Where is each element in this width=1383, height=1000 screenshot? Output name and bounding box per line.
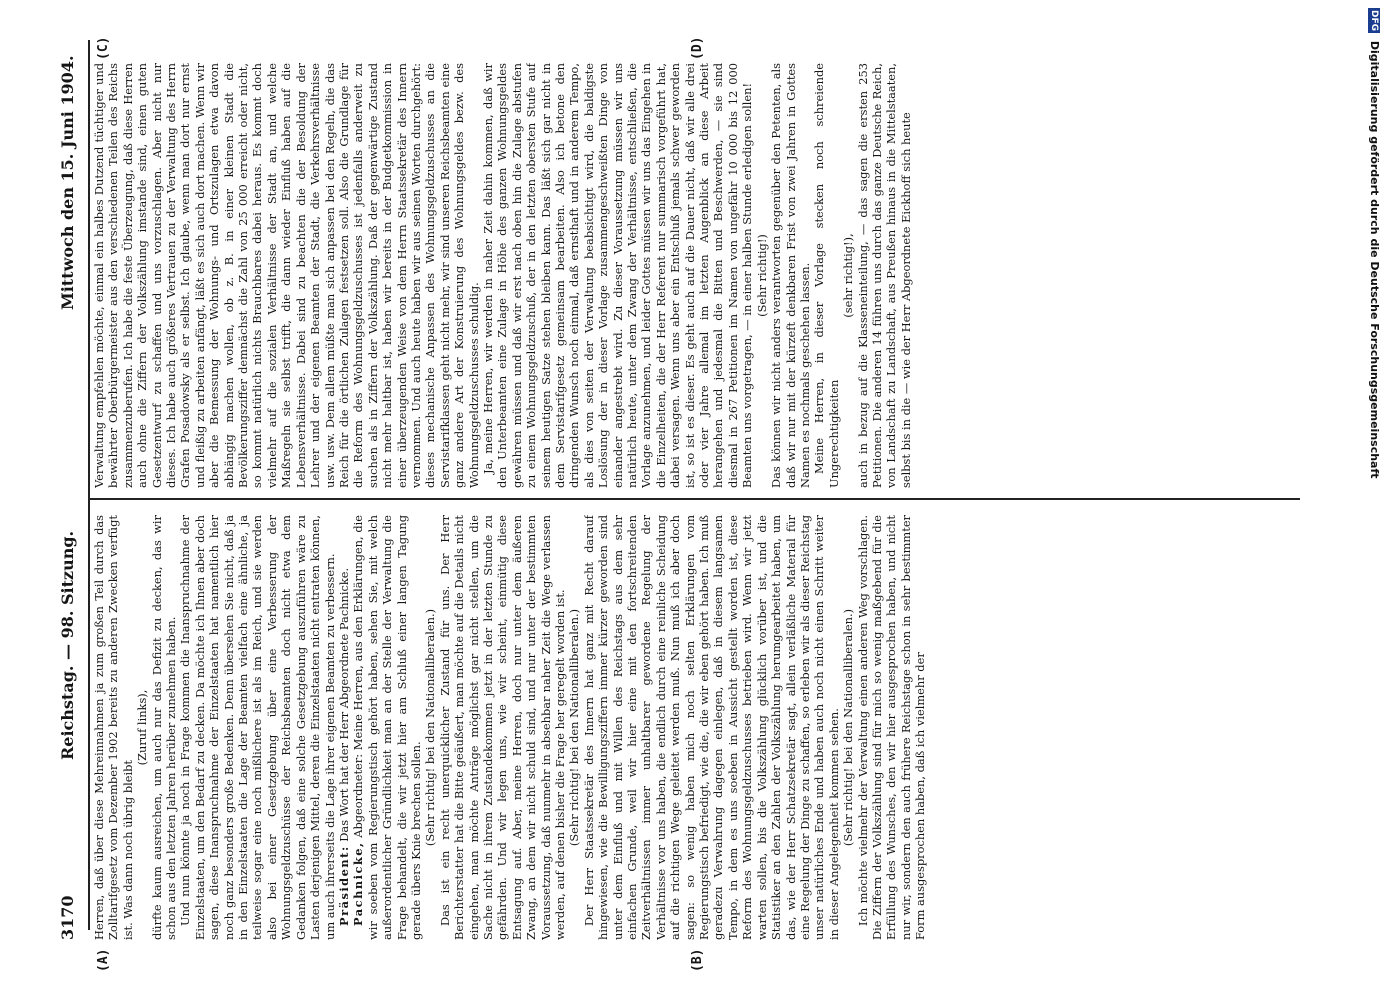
paragraph [582,515,841,940]
paragraph [92,515,135,940]
digitization-note: Digitalisierung gefördert durch die Deutsche Forschungsgemeinschaft [1368,40,1381,479]
paragraph [841,515,855,940]
paragraph [841,63,855,488]
paragraph [150,515,179,940]
paragraph [438,515,568,940]
paragraph [481,63,755,488]
column-divider [88,498,1300,500]
paragraph-text: Herren, daß über diese Mehreinnahmen ja zum großen Teil durch das Zolltarifgesetz vom Dezember 1902 bereits zu anderen Zwecken verfügt ist. Was dann noch übrig bleibt [92,515,135,940]
speaker-name: Pachnicke, [351,841,366,926]
header-rule [88,40,90,930]
paragraph [135,515,149,940]
digitization-credit [1368,8,1381,479]
session-title: Reichstag. — 98. Sitzung. [58,530,77,760]
paragraph-text: (Sehr richtig! bei den Nationalliberalen.) [423,608,438,847]
paragraph [567,515,581,940]
paragraph [769,63,812,488]
session-date: Mittwoch den 15. Juni 1904. [58,55,77,310]
margin-mark-c: (C) [96,36,111,60]
paragraph-text: (sehr richtig!), [841,233,856,318]
paragraph-text: Das können wir nicht anders verantworten gegenüber den Petenten, als daß wir nur mit der kürzeft denkbaren Frist von zwei Jahren in Gottes Namen es nochmals geschehen lassen. [769,63,812,488]
page-number: 3170 [58,895,77,940]
paragraph-text: (Sehr richtig!) [754,234,769,317]
dfg-logo: DFG [1369,10,1379,32]
paragraph-text: dürfte kaum ausreichen, um auch nur das Defizit zu decken, das wir schon aus den letzten Jahren herüber zunehmen haben. [149,515,179,940]
margin-mark-a: (A) [96,948,111,972]
paragraph-text: Ich möchte vielmehr der Verwaltung einen anderen Weg vorschlagen. Die Ziffern der Volkszählung sind für mich so wenig maßgebend für die Erfüllung des Wunsches, den wir hier ausgesprochen haben, und nicht nur wir, sondern den auch frühere Reichstage schon in sehr bestimmter Form ausgesprochen haben, daß ich vielmehr der [855,515,928,940]
paragraph-text: (Zuruf links), [135,689,150,766]
paragraph [92,63,481,488]
paragraph-text: Das ist ein recht unerquicklicher Zustand für uns. Der Herr Berichterstatter hat die Bitte geäußert, man möchte auf die Details nicht eingehen, man möchte Anträge möglichst gar nicht stellen, um die Sache nicht in ihrem Zustandekommen jetzt in der letzten Stunde zu gefährden. Und wir legen uns, wie wir scheint, einmütig diese Entsagung auf. Aber, meine Herren, doch nur unter dem äußeren Zwang, an dem wir nicht schuld sind, und nur unter der bestimmten Voraussetzung, daß nunmehr in absehbar naher Zeit die Wege verlassen werden, auf denen bisher die Frage her geregelt worden ist. [437,515,567,940]
right-text-column [92,63,1290,488]
speaker-name: Präsident: [336,845,351,926]
paragraph-text: (Sehr richtig! bei den Nationalliberalen.) [841,608,856,847]
paragraph [755,63,769,488]
paragraph [351,515,423,940]
left-text-column [92,515,1290,940]
paragraph-text: Abgeordneter: Meine Herren, aus den Erklärungen, die wir soeben vom Regierungstisch gehört haben, sehen Sie, mit welch außerordentlicher Gründlichkeit man an der Stelle der Verwaltung die Frage behandelt, die wir jetzt hier am Schluß einer langen Tagung gerade übers Knie brechen sollen. [351,515,423,940]
paragraph-text: Der Herr Staatssekretär des Innern hat ganz mit Recht darauf hingewiesen, wie die Bewilligungsziffern immer kürzer geworden sind unter dem Einfluß und mit Willen des Reichstags aus dem sehr einfachen Grunde, weil wir hier eine mit den fortschreitenden Zeitverhältnissen immer unhaltbarer gewordene Regelung der Verhältnisse vor uns haben, die endlich durch eine reinliche Scheidung auf die richtigen Wege geleitet werden muß. Nun muß ich aber doch sagen: so wenig haben mich noch selten Erklärungen vom Regierungstisch befriedigt, wie die, die wir eben gehört haben. Ich muß geradezu Verwahrung dagegen einlegen, daß in diesem langsamen Tempo, in dem es uns soeben in Aussicht gestellt worden ist, diese Reform des Wohnungsgeldzuschusses betrieben wird. Wenn wir jetzt warten sollen, bis die Volkszählung glücklich vorüber ist, und die Statistiker an den Zahlen der Volkszählung herumgearbeitet haben, um das, wie der Herr Schatzsekretär sagt, allein verläßliche Material für eine Regelung der Dinge zu schaffen, so erleben wir als dieser Reichstag unser natürliches Ende und haben auch noch nicht einen Schritt weiter in dieser Angelegenheit kommen sehen. [581,515,841,940]
paragraph-text: auch in bezug auf die Klasseneinteilung, — das sagen die ersten 253 Petitionen. Die anderen 14 führen uns durch das ganze Deutsche Reich, von Landschaft zu Landschaft, aus Preußen hinaus in die Mittelstaaten, selbst bis in die — wie der Herr Abgeordnete Eickhoff sich heute [855,63,913,488]
margin-mark-d: (D) [690,36,705,60]
paragraph-text: Ja, meine Herren, wir werden in naher Zeit dahin kommen, daß wir den Unterbeamten eine Zulage in Höhe des ganzen Wohnungsgeldes gewähren müssen und daß wir erst nach oben hin die Zulage abstufen zu einem Wohnungsgeldzuschuß, der in den letzten obersten Stufe auf seinem heutigen Satze stehen bleiben kann. Das läßt sich gar nicht in dem Servistarifgesetz gemeinsam bearbeiten. Also ich betone den dringenden Wunsch noch einmal, daß ernsthaft und in anderem Tempo, als dies von seiten der Verwaltung beabsichtigt wird, die baldigste Loslösung der in dieser Vorlage zusammengeschweißten Dinge von einander angestrebt wird. Zu dieser Voraussetzung müssen wir uns natürlich heute, unter dem Zwang der Verhältnisse, entschließen, die Vorlage anzunehmen, und leider Gottes müssen wir uns das Eingehen in die Einzelheiten, die der Herr Referent nur summarisch vorgeführt hat, dabei versagen. Wenn uns aber ein Entschluß jemals schwer geworden ist, so ist es dieser. Es geht auch auf die Dauer nicht, daß wir alle drei oder vier Jahre allemal im letzten Augenblick an diese Arbeit herangehen und jedesmal die Bitten und Beschwerden, — sie sind diesmal in 267 Petitionen im Namen von ungefähr 10 000 bis 12 000 Beamten uns vorgetragen, — in einer halben Stunde erledigen sollen! [480,63,755,488]
paragraph [856,63,914,488]
paragraph-text: Meine Herren, in dieser Vorlage stecken noch schreiende Ungerechtigkeiten [812,63,841,488]
paragraph [337,515,351,940]
paragraph [812,63,841,488]
paragraph-text: Verwaltung empfehlen möchte, einmal ein halbes Dutzend tüchtiger und bewährter Oberbürgermeister aus den verschiedenen Teilen des Reichs zusammenzuberufen. Ich habe die feste Überzeugung, daß diese Herren auch ohne die Ziffern der Volkszählung imstande sind, einen guten Gesetzentwurf zu schaffen und uns vorzuschlagen. Aber nicht nur dieses. Ich habe auch größeres Vertrauen zu der Verwaltung des Herrn Grafen Posadowsky als er selbst. Ich glaube, wenn man dort nur ernst und fleißig zu arbeiten anfängt, läßt es sich auch dort machen. Wenn wir aber die Bemessung der Wohnungs- und Ortszulagen etwa davon abhängig machen wollen, ob z. B. in einer kleinen Stadt die Bevölkerungsziffer demnächst die Zahl von 25 000 erreicht oder nicht, so kommt natürlich nichts Brauchbares dabei heraus. Es kommt doch vielmehr auf die sozialen Verhältnisse der Stadt an, und welche Maßregeln sie selbst trifft, die dann wieder Einfluß haben auf die Lebensverhältnisse. Dabei sind zu beachten die der Besoldung der Lehrer und der eigenen Beamten der Stadt, die Verkehrsverhältnisse usw. usw. Dem allem müßte man sich anpassen bei den Regeln, die das Reich für die örtlichen Zulagen festsetzen soll. Also die Grundlage für die Reform des Wohnungsgeldzuschusses ist jedenfalls anderweit zu suchen als in Ziffern der Volkszählung. Daß der gegenwärtige Zustand nicht mehr haltbar ist, haben wir bereits in der Budgetkommission in einer überzeugenden Weise von dem Herrn Staatssekretär des Innern vernommen. Und auch heute haben wir aus seinen Worten durchgehört: dieses mechanische Anpassen des Wohnungsgeldzuschusses an die Servistarifklassen geht nicht mehr, wir sind unseren Reichsbeamten eine ganz andere Art der Konstruierung des Wohnungsgeldes bezw. des Wohnungsgeldzuschusses schuldig. [92,63,481,488]
paragraph [423,515,437,940]
paragraph [178,515,336,940]
paragraph [856,515,928,940]
paragraph-text: Und nun könnte ja noch in Frage kommen die Inanspruchnahme der Einzelstaaten, um den Bedarf zu decken. Da möchte ich Ihnen aber doch sagen, diese Inanspruchnahme der Einzelstaaten hat namentlich hier noch ganz besonders große Bedenken. Denn übersehen Sie nicht, daß ja in den Einzelstaaten die Lage der Beamten vielfach eine ähnliche, ja teilweise sogar eine noch mißlichere ist als im Reich, und sie werden also bei einer Gesetzgebung über eine Verbesserung der Wohnungsgeldzuschüsse der Reichsbeamten doch nicht etwa dem Gedanken folgen, daß eine solche Gesetzgebung auszuführen wäre zu Lasten derjenigen Mittel, deren die Einzelstaaten nicht entraten können, um auch ihrerseits die Lage ihrer eigenen Beamten zu verbessern. [178,515,337,940]
running-header [58,40,82,960]
paragraph-text: (Sehr richtig! bei den Nationalliberalen.) [567,608,582,847]
paragraph-text: Das Wort hat der Herr Abgeordnete Pachnicke. [336,567,351,842]
margin-mark-b: (B) [690,948,705,972]
